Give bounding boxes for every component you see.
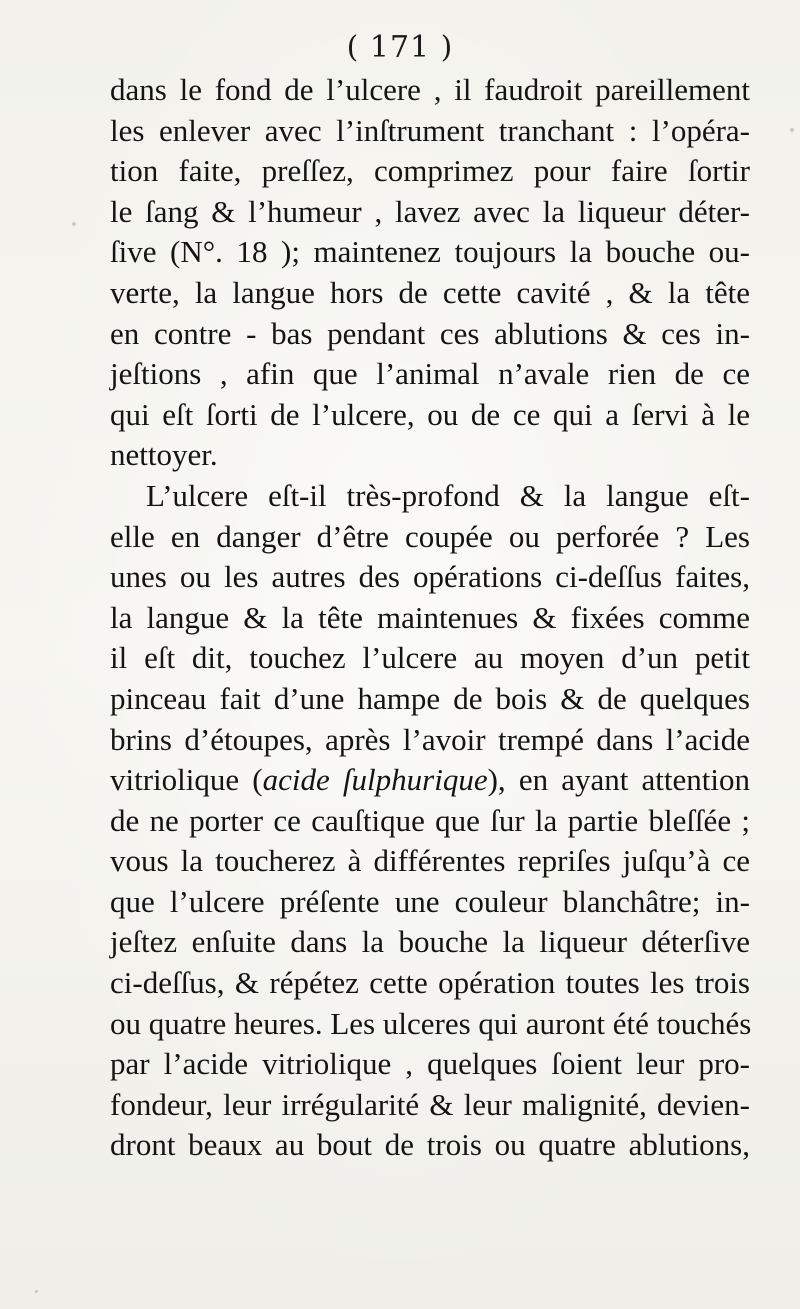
text-line: ſive (N°. 18 ); maintenez toujours la bouche ou-: [110, 234, 750, 270]
text-line: de ne porter ce cauſtique que ſur la partie bleſſée ;: [110, 802, 750, 838]
text-line: dans le fond de l’ulcere , il faudroit pareillement: [110, 72, 750, 107]
text-line: le ſang & l’humeur , lavez avec la liqueur déter-: [110, 193, 750, 229]
text-line: verte, la langue hors de cette cavité , & la tête: [110, 274, 750, 310]
text-line: unes ou les autres des opérations ci-deſſus faites,: [110, 559, 750, 595]
text-line: tion faite, preſſez, comprimez pour faire ſortir: [110, 153, 750, 189]
italic-term: acide ſulphurique: [262, 762, 488, 798]
text-line: pinceau fait d’une hampe de bois & de quelques: [110, 680, 750, 716]
text-line: elle en danger d’être coupée ou perforée ? Les: [110, 518, 750, 554]
text-line: fondeur, leur irrégularité & leur malignité, devien-: [110, 1086, 750, 1122]
text-line: en contre - bas pendant ces ablutions & ces in-: [110, 315, 750, 351]
text-line: ou quatre heures. Les ulceres qui auront été touchés: [110, 1005, 752, 1041]
paper-speck: [72, 222, 76, 226]
paper-speck: [35, 1290, 38, 1293]
page-number: ( 171 ): [346, 30, 454, 65]
body-text: [110, 70, 750, 1166]
text-line: que l’ulcere préſente une couleur blanchâtre; in-: [110, 883, 750, 919]
text-line: les enlever avec l’inſtrument tranchant : l’opéra-: [110, 112, 750, 148]
text-line-with-italic: [110, 760, 750, 801]
text-line: L’ulcere eſt-il très-profond & la langue eſt-: [146, 477, 750, 513]
text-line: par l’acide vitriolique , quelques ſoient leur pro-: [110, 1046, 750, 1082]
text-line: la langue & la tête maintenues & fixées comme: [110, 599, 750, 635]
paper-speck: [790, 128, 794, 132]
text-line: dront beaux au bout de trois ou quatre ablutions,: [110, 1127, 750, 1163]
text-line: vous la toucherez à différentes repriſes juſqu’à ce: [110, 843, 750, 879]
text-line: nettoyer.: [110, 437, 218, 473]
text-line: jeſtez enſuite dans la bouche la liqueur déterſive: [110, 924, 750, 960]
text-segment: vitriolique (: [110, 762, 263, 798]
text-line: qui eſt ſorti de l’ulcere, ou de ce qui a ſervi à le: [110, 396, 750, 432]
text-line: jeſtions , afin que l’animal n’avale rien de ce: [110, 356, 750, 392]
text-segment: ), en ayant attention: [487, 762, 750, 798]
text-line: brins d’étoupes, après l’avoir trempé dans l’acide: [110, 721, 750, 757]
text-line: ci-deſſus, & répétez cette opération toutes les trois: [110, 965, 750, 1001]
text-line: il eſt dit, touchez l’ulcere au moyen d’un petit: [110, 640, 750, 676]
